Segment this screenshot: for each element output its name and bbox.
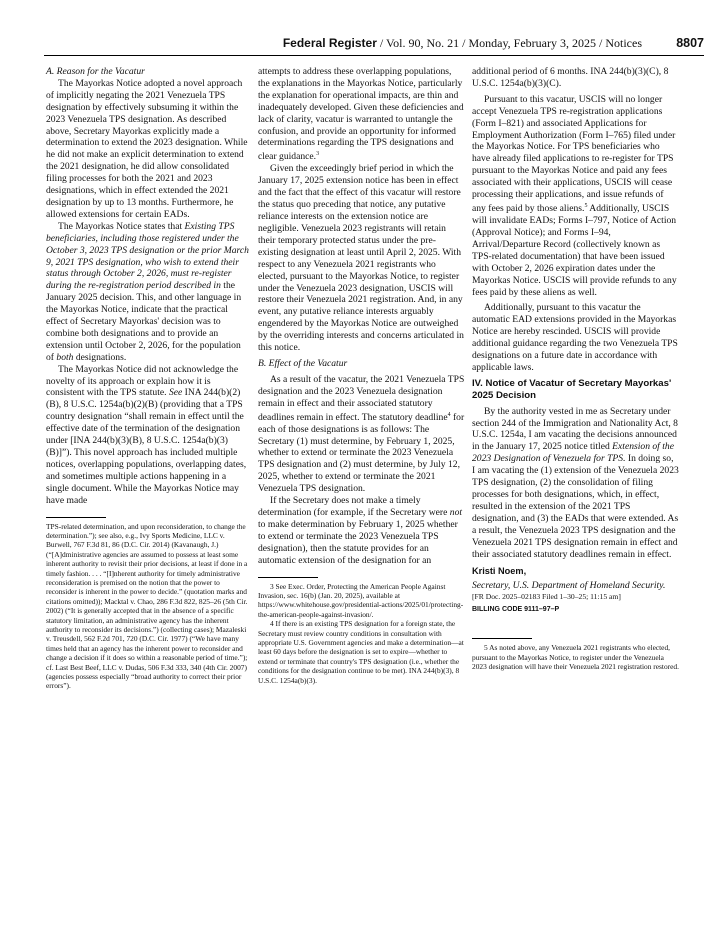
footnote-ref[interactable]: 4 (447, 411, 451, 418)
italic-text: both (56, 351, 74, 363)
footnote-3: 3 See Exec. Order, Protecting the American People Against Invasion, sec. 16(b) (Jan. 20, 2025), available at https://www.whitehouse.gov/presidential-actions/2025/01/protecting-the-american-people-against-invasion/. (258, 581, 464, 619)
text: As a result of the vacatur, the 2021 Venezuela TPS designation and the 2023 Venezuela designation remain in effect and their associated statutory deadlines remain in effect. The statutory deadline (258, 373, 465, 423)
column-3 (472, 66, 679, 671)
text: to make determination by February 1, 2025 whether to extend or terminate the 2023 Venezuela TPS designation), then the statute provides for an automatic extension of the designation for an (258, 518, 458, 566)
footnote-5: 5 As noted above, any Venezuela 2021 registrants who elected, pursuant to the Mayorkas Notice, to register under the Venezuela 2023 designation will have their Venezuela 2021 registration restored. (472, 643, 679, 671)
paragraph (46, 364, 250, 507)
billing-code: BILLING CODE 9111–97–P (472, 606, 560, 614)
paragraph (258, 66, 465, 163)
paragraph (258, 374, 465, 495)
footnote-ref[interactable]: 3 (316, 151, 320, 158)
fr-doc: [FR Doc. 2025–02183 Filed 1–30–25; 11:15 am] (472, 592, 621, 602)
text: The Mayorkas Notice did not acknowledge the novelty of its approach or explain how it is consistent with the TPS statute. (46, 363, 239, 399)
header-issue: / Vol. 90, No. 21 / Monday, February 3, 2025 / Notices (376, 36, 642, 50)
text: By the authority vested in me as Secretary under section 244 of the Immigration and Nationality Act, 8 U.S.C. 1254a, I am vacating the decisions announced in the January 17, 2025 notice titled (472, 405, 678, 453)
text: Pursuant to this vacatur, USCIS will no longer accept Venezuela TPS re-registration applications (Form I–821) and associated Applications for Employment Authorization (Form I–765) filed under the Mayorkas Notice. For TPS beneficiaries who have already filed applications to re-register for TPS pursuant to the Mayorkas Notice and paid any fees associated with their applications, USCIS will cease processing their applications, and issue refunds of any fees paid by those aliens. (472, 93, 676, 215)
italic-text: not (449, 507, 463, 518)
paragraph: Additionally, pursuant to this vacatur the automatic EAD extensions provided in the Mayorkas Notice are hereby rescinded. USCIS will provide additional guidance regarding the two Venezuela TPS designations on a future date in accordance with applicable laws. (472, 302, 678, 373)
footnote-rule (46, 517, 106, 518)
footnote-rule (258, 577, 318, 578)
paragraph (472, 94, 679, 299)
paragraph (472, 406, 679, 561)
italic-text: Extension of the 2023 Designation of Venezuela for TPS. (472, 441, 674, 465)
paragraph (46, 221, 250, 364)
text: attempts to address these overlapping populations, the explanations in the Mayorkas Notice, particularly the explanation for operational impacts, are thin and inadequately developed. Given these deficiencies and lack of clarity, vacatur is warranted to untangle the confusion, and provide an opportunity for informed determinations regarding the TPS designations and clear guidance. (258, 66, 464, 163)
text: the January 2025 decision. This, and other language in the Mayorkas Notice, indicate that the practical effect of Secretary Mayorkas' decision was to combine both designations and to provide an extension until October 2, 2026, for the population of (46, 280, 242, 363)
text: In doing so, I am vacating the (1) extension of the Venezuela 2023 TPS designation, (2) the consolidation of filing processes for both designations, which, in effect, resulted in the extension of the 2021 TPS designation, and (3) the EADs that were extended. As a result, the Venezuela 2023 TPS designation and the Venezuela 2021 TPS designation remain in effect and their associated statutory deadlines remain in effect. (472, 453, 679, 560)
text: Additionally, USCIS will invalidate EADs; Forms I–797, Notice of Action (Approval Notice); and Forms I–94, Arrival/Departure Record (collectively known as TPS-related documentation) that have been issued with October 2, 2026 expiration dates under the Mayorkas Notice. USCIS will provide refunds to any fees paid by these aliens as well. (472, 203, 677, 298)
italic-text: Existing TPS beneficiaries, including those registered under the October 3, 2023 TPS designation or the prior March 9, 2021 TPS designation, who wish to extend their status through October 2, 2026, must re-register during the re-registration period described in (46, 220, 249, 292)
footnote-rule (472, 638, 532, 639)
header-rule (44, 55, 704, 56)
text: The Mayorkas Notice states that (58, 220, 185, 232)
paragraph (258, 495, 465, 566)
italic-text: See (168, 387, 183, 399)
journal-name: Federal Register (282, 36, 377, 50)
text: designations. (73, 351, 127, 363)
page-number: 8807 (676, 36, 704, 50)
section-heading-a: A. Reason for the Vacatur (46, 66, 145, 77)
text: for each of those designations is as follows: The Secretary (1) must determine, by February 1, 2025, whether to extend or terminate the 2023 Venezuela TPS designation and (2) must determine, by July 12, 2025, whether to extend or terminate the 2021 Venezuela TPS designation. (258, 411, 465, 495)
column-1 (46, 66, 250, 691)
header-running (283, 36, 642, 51)
signer-title: Secretary, U.S. Department of Homeland Security. (472, 580, 666, 592)
paragraph: The Mayorkas Notice adopted a novel approach of implicitly negating the 2021 Venezuela TPS designation by effectively subsuming it within the 2023 Venezuela TPS designation. As described above, Secretary Mayorkas explicitly made a determination to extend the 2023 designation. While he did not make an explicit determination to extend the 2021 designation, he did allow consolidated filing processes for both the 2021 and 2023 designations, which in effect extended the 2021 designation by up to 13 months. Furthermore, he allowed extensions for certain EADs. (46, 77, 248, 220)
footnote-continued: TPS-related determination, and upon reconsideration, to change the determination.”); see also, e.g., Ivy Sports Medicine, LLC v. Burwell, 767 F.3d 81, 86 (D.C. Cir. 2014) (Kavanaugh, J.) (“[A]dministrative agencies are assumed to possess at least some inherent authority to revisit their prior decisions, at least if done in a timely fashion. . . . “[I]nherent authority for timely administrative reconsideration is premised on the notion that the power to reconsider is inherent in the power to decide.” (quotation marks and citations omitted)); Macktal v. Chao, 286 F.3d 822, 825–26 (5th Cir. 2002) (“It is generally accepted that in the absence of a specific statutory limitation, an administrative agency has the inherent authority to reconsider its decisions.”) (collecting cases); Mazaleski v. Treusdell, 562 F.2d 701, 720 (D.C. Cir. 1977) (“We have many times held that an agency has the inherent power to reconsider and change a decision if it does so within a reasonable period of time.”); cf. Last Best Beef, LLC v. Dudas, 506 F.3d 333, 340 (4th Cir. 2007) (agencies possess especially “broad authority to correct their prior errors”). (46, 521, 248, 691)
footnote-4: 4 If there is an existing TPS designation for a foreign state, the Secretary must review country conditions in consultation with appropriate U.S. Government agencies and make a determination—at least 60 days before the designation is set to expire—whether to extend or terminate that country's TPS designation (i.e., whether the conditions for the designation continue to be met). INA 244(b)(3), 8 U.S.C. 1254a(b)(3). (258, 619, 464, 685)
column-2 (258, 66, 465, 685)
section-heading-b: B. Effect of the Vacatur (258, 357, 348, 369)
signer-name: Kristi Noem, (472, 566, 527, 577)
paragraph: Given the exceedingly brief period in which the January 17, 2025 extension notice has been in effect and the fact that the effect of this vacatur will restore the status quo preceding that notice, any putative reliance interests on the extension notice are negligible. Venezuela 2023 registrants will retain their temporary protected status under the pre-existing designation at least until April 2, 2025. With respect to any Venezuela 2021 registrants who elected, pursuant to the Mayorkas Notice, to register under the Venezuela 2023 designation, USCIS will restore their Venezuela 2021 registration. And, in any event, any putative reliance interests arguably engendered by the Mayorkas Notice are outweighed by the overriding interests and concerns articulated in this notice. (258, 163, 464, 354)
text: INA 244(b)(2)(B), 8 U.S.C. 1254a(b)(2)(B) (providing that a TPS country designation “shall remain in effect until the effective date of the termination of the designation under [INA 244(b)(3)(B), 8 U.S.C. 1254a(b)(3)(B)]”). This novel approach has included multiple notices, overlapping populations, overlapping dates, and sometimes multiple actions happening in a single document. While the Mayorkas Notice may have made (46, 387, 247, 506)
footnote-ref[interactable]: 5 (584, 202, 588, 209)
running-header (44, 36, 704, 54)
text: If the Secretary does not make a timely determination (for example, if the Secretary were (258, 495, 450, 518)
paragraph: additional period of 6 months. INA 244(b)(3)(C), 8 U.S.C. 1254a(b)(3)(C). (472, 66, 669, 89)
section-heading-iv: IV. Notice of Vacatur of Secretary Mayorkas' 2025 Decision (472, 377, 672, 401)
